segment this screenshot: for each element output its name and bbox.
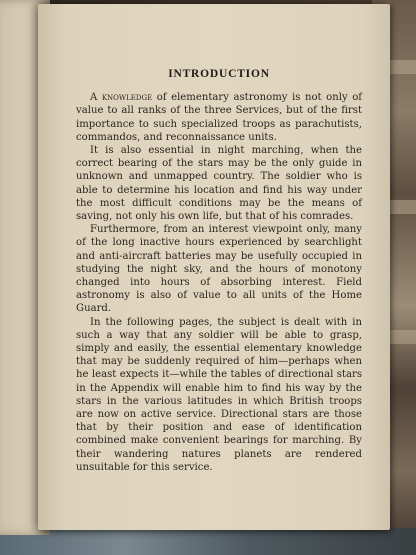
paragraph-2: It is also essential in night marching, when the correct bearing of the stars may be the only guide in unknown and unmapped country. The soldier who is able to determine his location and find his way under the most difficult conditions may be the means of saving, not only his own life, but that of his comrades.: [76, 145, 362, 223]
page-text: [76, 68, 362, 474]
book-page: [38, 4, 390, 530]
opening-word: A knowledge: [90, 92, 153, 104]
paragraph-4: In the following pages, the subject is dealt with in such a way that any soldier will be able to grasp, simply and easily, the essential elementary knowledge that may be suddenly required of him—perhaps when he least expects it—while the tables of directional stars in the Appendix will enable him to find his way by the stars in the various latitudes in which British troops are now on active service. Directional stars are those that by their position and ease of identification combined make convenient bearings for marching. By their wandering natures planets are rendered unsuitable for this service.: [76, 316, 362, 473]
paragraph-1: [76, 91, 362, 144]
page-title: INTRODUCTION: [168, 68, 270, 80]
paragraph-1-text: of elementary astronomy is not only of value to all ranks of the three Services, but of the first importance to such specialized troops as parachutists, commandos, and reconnaissance units.: [76, 92, 363, 143]
paragraph-3: Furthermore, from an interest viewpoint only, many of the long inactive hours experienced by searchlight and anti-aircraft batteries may be usefully occupied in studying the night sky, and the hours of monotony changed into hours of absorbing interest. Field astronomy is also of value to all units of the Home Guard.: [76, 224, 362, 315]
table-surface: [0, 528, 416, 555]
